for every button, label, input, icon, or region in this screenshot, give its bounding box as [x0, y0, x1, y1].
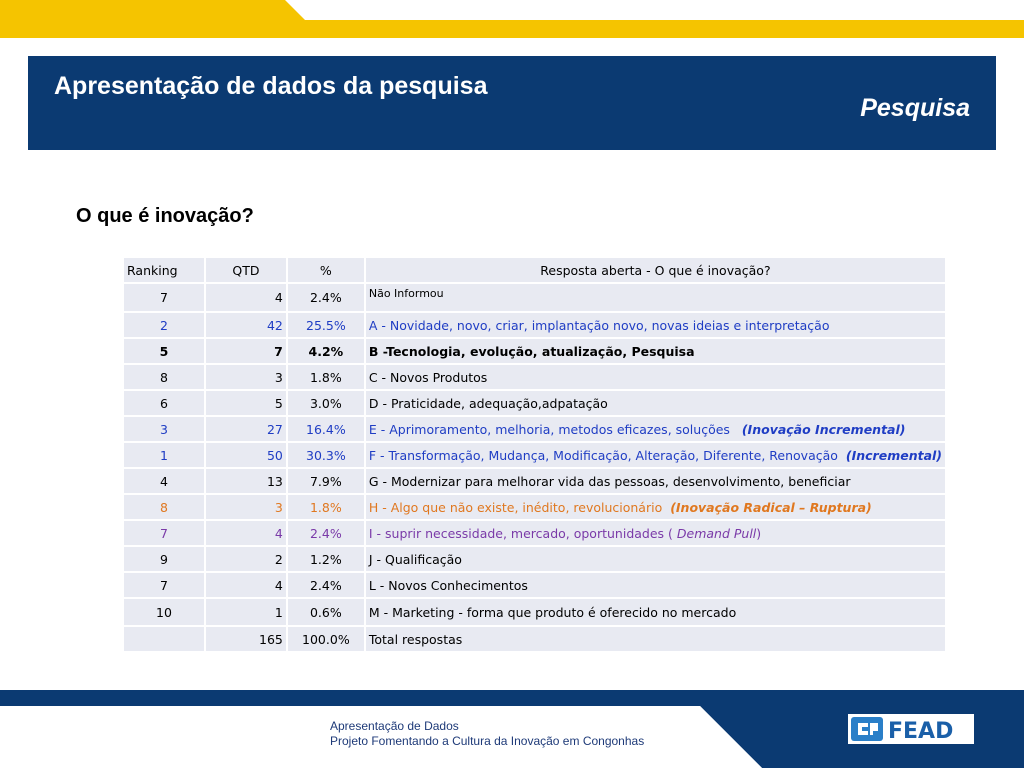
header-response: Resposta aberta - O que é inovação? [366, 258, 945, 282]
table-row [124, 417, 945, 441]
fead-logo [848, 714, 974, 744]
cell-response: Total respostas [366, 627, 945, 651]
section-label: Pesquisa [860, 94, 970, 122]
cell-rank: 7 [124, 521, 204, 545]
cell-rank: 9 [124, 547, 204, 571]
cell-qtd: 42 [206, 313, 286, 337]
cell-rank: 5 [124, 339, 204, 363]
page-title: Apresentação de dados da pesquisa [54, 72, 488, 100]
cell-rank [124, 627, 204, 651]
cell-rank: 2 [124, 313, 204, 337]
cell-pct: 2.4% [288, 573, 364, 597]
cell-pct: 16.4% [288, 417, 364, 441]
response-emphasis: (Inovação Radical – Ruptura) [670, 499, 872, 515]
cell-pct: 100.0% [288, 627, 364, 651]
cell-rank: 10 [124, 599, 204, 625]
cell-response: Não Informou [366, 284, 945, 311]
cell-response [366, 443, 945, 467]
response-close: ) [756, 525, 762, 541]
table-row [124, 469, 945, 493]
cell-rank: 3 [124, 417, 204, 441]
cell-response: B -Tecnologia, evolução, atualização, Pesquisa [366, 339, 945, 363]
cell-pct: 7.9% [288, 469, 364, 493]
cell-response [366, 495, 945, 519]
cell-pct: 1.8% [288, 495, 364, 519]
cell-response: M - Marketing - forma que produto é oferecido no mercado [366, 599, 945, 625]
results-table [122, 256, 947, 653]
header-qtd: QTD [206, 258, 286, 282]
fead-logo-mark [848, 714, 974, 744]
cell-response: L - Novos Conhecimentos [366, 573, 945, 597]
cell-pct: 2.4% [288, 521, 364, 545]
cell-qtd: 7 [206, 339, 286, 363]
response-emphasis: Demand Pull [676, 525, 757, 541]
cell-pct: 30.3% [288, 443, 364, 467]
cell-rank: 6 [124, 391, 204, 415]
cell-rank: 8 [124, 365, 204, 389]
cell-pct: 0.6% [288, 599, 364, 625]
response-text: E - Aprimoramento, melhoria, metodos eficazes, soluções [368, 421, 730, 437]
header-ranking: Ranking [124, 258, 204, 282]
footer-caption [330, 719, 644, 749]
question-heading: O que é inovação? [76, 205, 254, 227]
table-row-total [124, 627, 945, 651]
cell-response: A - Novidade, novo, criar, implantação novo, novas ideias e interpretação [366, 313, 945, 337]
cell-qtd: 2 [206, 547, 286, 571]
cell-rank: 1 [124, 443, 204, 467]
table-row [124, 547, 945, 571]
table-row [124, 365, 945, 389]
cell-qtd: 3 [206, 495, 286, 519]
cell-qtd: 5 [206, 391, 286, 415]
cell-pct: 1.2% [288, 547, 364, 571]
table-row [124, 599, 945, 625]
cell-response: J - Qualificação [366, 547, 945, 571]
cell-qtd: 50 [206, 443, 286, 467]
cell-response: G - Modernizar para melhorar vida das pessoas, desenvolvimento, beneficiar [366, 469, 945, 493]
cell-pct: 2.4% [288, 284, 364, 311]
cell-qtd: 4 [206, 284, 286, 311]
header-percent: % [288, 258, 364, 282]
table-row [124, 391, 945, 415]
cell-rank: 7 [124, 573, 204, 597]
cell-rank: 4 [124, 469, 204, 493]
cell-rank: 8 [124, 495, 204, 519]
cell-rank: 7 [124, 284, 204, 311]
cell-qtd: 4 [206, 521, 286, 545]
table-header-row [124, 258, 945, 282]
cell-qtd: 27 [206, 417, 286, 441]
cell-qtd: 165 [206, 627, 286, 651]
cell-pct: 3.0% [288, 391, 364, 415]
cell-response: D - Praticidade, adequação,adpatação [366, 391, 945, 415]
response-emphasis: (Inovação Incremental) [741, 421, 906, 437]
footer-line-2: Projeto Fomentando a Cultura da Inovação em Congonhas [330, 734, 645, 748]
table-row [124, 521, 945, 545]
table-row [124, 443, 945, 467]
cell-pct: 1.8% [288, 365, 364, 389]
cell-pct: 25.5% [288, 313, 364, 337]
response-text: F - Transformação, Mudança, Modificação, Alteração, Diferente, Renovação [368, 447, 838, 463]
response-text: I - suprir necessidade, mercado, oportunidades ( [368, 525, 673, 541]
table-row [124, 495, 945, 519]
cell-pct: 4.2% [288, 339, 364, 363]
cell-qtd: 4 [206, 573, 286, 597]
table-row [124, 313, 945, 337]
response-emphasis: (Incremental) [845, 447, 942, 463]
header-band [28, 56, 996, 150]
table-row [124, 573, 945, 597]
cell-response [366, 417, 945, 441]
table-row [124, 339, 945, 363]
cell-response [366, 521, 945, 545]
top-decoration [0, 0, 1024, 40]
table-row [124, 284, 945, 311]
cell-qtd: 1 [206, 599, 286, 625]
response-text: H - Algo que não existe, inédito, revolucionário [368, 499, 663, 515]
logo-wordmark: FEAD [888, 719, 954, 744]
cell-qtd: 13 [206, 469, 286, 493]
cell-qtd: 3 [206, 365, 286, 389]
footer-line-1: Apresentação de Dados [330, 719, 459, 733]
cell-response: C - Novos Produtos [366, 365, 945, 389]
